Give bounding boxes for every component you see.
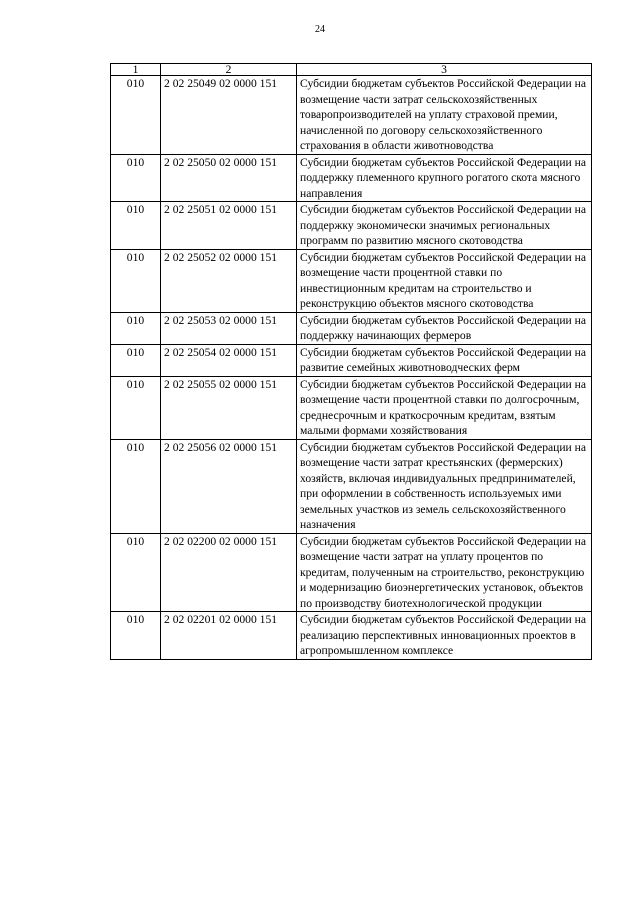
table-header-row [111, 64, 592, 76]
budget-code-cell: 2 02 25055 02 0000 151 [161, 376, 297, 439]
income-name-cell: Субсидии бюджетам субъектов Российской Федерации на поддержку племенного крупного рогатого скота мясного направления [297, 154, 592, 202]
income-name-cell: Субсидии бюджетам субъектов Российской Федерации на развитие семейных животноводческих ферм [297, 344, 592, 376]
income-name-cell: Субсидии бюджетам субъектов Российской Федерации на реализацию перспективных инновационных проектов в агропромышленном комплексе [297, 612, 592, 660]
income-name-cell: Субсидии бюджетам субъектов Российской Федерации на возмещение части затрат крестьянских (фермерских) хозяйств, включая индивидуальных предпринимателей, при оформлении в собственность используемых ими земельных участков из земель сельскохозяйственного назначения [297, 439, 592, 533]
column-header-1: 1 [111, 64, 161, 76]
admin-code-cell: 010 [111, 312, 161, 344]
budget-code-cell: 2 02 02200 02 0000 151 [161, 533, 297, 612]
admin-code-cell: 010 [111, 376, 161, 439]
budget-code-cell: 2 02 25054 02 0000 151 [161, 344, 297, 376]
budget-code-cell: 2 02 25049 02 0000 151 [161, 76, 297, 155]
budget-classification-table [110, 63, 592, 660]
budget-code-cell: 2 02 25052 02 0000 151 [161, 249, 297, 312]
admin-code-cell: 010 [111, 202, 161, 250]
budget-code-cell: 2 02 25056 02 0000 151 [161, 439, 297, 533]
column-header-2: 2 [161, 64, 297, 76]
income-name-cell: Субсидии бюджетам субъектов Российской Федерации на возмещение части процентной ставки по долгосрочным, среднесрочным и краткосрочным кредитам, взятым малыми формами хозяйствования [297, 376, 592, 439]
admin-code-cell: 010 [111, 344, 161, 376]
table-row [111, 202, 592, 250]
column-header-3: 3 [297, 64, 592, 76]
table-row [111, 612, 592, 660]
budget-code-cell: 2 02 02201 02 0000 151 [161, 612, 297, 660]
table-row [111, 533, 592, 612]
income-name-cell: Субсидии бюджетам субъектов Российской Федерации на возмещение части затрат на уплату процентов по кредитам, полученным на строительство, реконструкцию и модернизацию биоэнергетических установок, объектов по производству биотехнологической продукции [297, 533, 592, 612]
table-row [111, 376, 592, 439]
budget-code-cell: 2 02 25050 02 0000 151 [161, 154, 297, 202]
income-name-cell: Субсидии бюджетам субъектов Российской Федерации на поддержку начинающих фермеров [297, 312, 592, 344]
table-row [111, 249, 592, 312]
admin-code-cell: 010 [111, 533, 161, 612]
table-row [111, 154, 592, 202]
income-name-cell: Субсидии бюджетам субъектов Российской Федерации на возмещение части процентной ставки по инвестиционным кредитам на строительство и реконструкцию объектов мясного скотоводства [297, 249, 592, 312]
admin-code-cell: 010 [111, 76, 161, 155]
budget-code-cell: 2 02 25053 02 0000 151 [161, 312, 297, 344]
page-number: 24 [315, 24, 325, 35]
admin-code-cell: 010 [111, 439, 161, 533]
income-name-cell: Субсидии бюджетам субъектов Российской Федерации на возмещение части затрат сельскохозяйственных товаропроизводителей на уплату страховой премии, начисленной по договору сельскохозяйственного страхования в области животноводства [297, 76, 592, 155]
admin-code-cell: 010 [111, 612, 161, 660]
budget-code-cell: 2 02 25051 02 0000 151 [161, 202, 297, 250]
income-name-cell: Субсидии бюджетам субъектов Российской Федерации на поддержку экономически значимых региональных программ по развитию мясного скотоводства [297, 202, 592, 250]
table-row [111, 439, 592, 533]
table-row [111, 76, 592, 155]
admin-code-cell: 010 [111, 249, 161, 312]
admin-code-cell: 010 [111, 154, 161, 202]
table-row [111, 344, 592, 376]
table-row [111, 312, 592, 344]
